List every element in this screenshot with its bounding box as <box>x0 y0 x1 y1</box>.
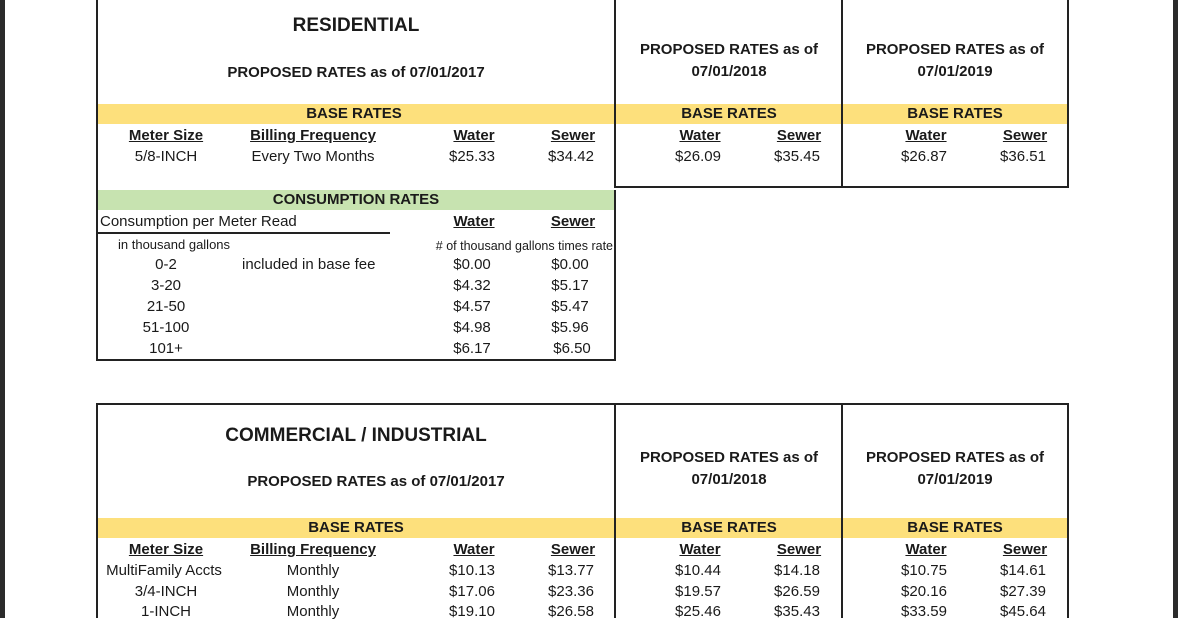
res-water-2019-cell: $26.87 <box>901 148 947 165</box>
com-header-water-2019: Water <box>905 541 947 558</box>
res-water-2017-cell: $25.33 <box>449 148 495 165</box>
cons-range-cell: 101+ <box>149 340 183 357</box>
consumption-note: # of thousand gallons times rate <box>435 239 613 253</box>
res-proposed-2019-label: PROPOSED RATES as of <box>865 41 1045 58</box>
res-header-billing-frequency: Billing Frequency <box>250 127 376 144</box>
res-header-sewer-2019: Sewer <box>1002 127 1048 144</box>
res-base-rates-2019: BASE RATES <box>907 105 1003 122</box>
com-border-mid2 <box>841 403 843 618</box>
cons-water-cell: $4.98 <box>453 319 491 336</box>
com-proposed-2018-date: 07/01/2018 <box>691 471 767 488</box>
res-proposed-2018-date: 07/01/2018 <box>691 63 767 80</box>
com-header-meter-size: Meter Size <box>128 541 204 558</box>
res-proposed-2019-date: 07/01/2019 <box>917 63 993 80</box>
res-header-sewer-2018: Sewer <box>776 127 822 144</box>
res-water-2018-cell: $26.09 <box>675 148 721 165</box>
com-border-left <box>96 403 98 618</box>
cons-border-left <box>96 190 98 361</box>
com-proposed-2019-date: 07/01/2019 <box>917 471 993 488</box>
com-meter-cell: MultiFamily Accts <box>106 562 222 579</box>
com-sewer-2019-cell: $27.39 <box>1000 583 1046 600</box>
res-border-left <box>96 0 98 190</box>
cons-header-sewer: Sewer <box>550 213 596 230</box>
com-meter-cell: 3/4-INCH <box>134 583 198 600</box>
com-proposed-2019-label: PROPOSED RATES as of <box>865 449 1045 466</box>
com-water-2019-cell: $10.75 <box>901 562 947 579</box>
com-border-top <box>96 403 1069 405</box>
cons-range-cell: 3-20 <box>150 277 182 294</box>
com-sewer-2017-cell: $23.36 <box>548 583 594 600</box>
res-sewer-2017-cell: $34.42 <box>548 148 594 165</box>
cons-range-cell: 21-50 <box>146 298 186 315</box>
included-in-base-fee: included in base fee <box>242 256 376 273</box>
com-header-sewer-2019: Sewer <box>1002 541 1048 558</box>
res-border-mid2 <box>841 0 843 188</box>
cons-sewer-cell: $6.50 <box>553 340 591 357</box>
res-border-mid1 <box>614 0 616 188</box>
res-header-sewer-2017: Sewer <box>550 127 596 144</box>
com-header-sewer-2018: Sewer <box>776 541 822 558</box>
com-header-water-2017: Water <box>453 541 495 558</box>
com-border-right <box>1067 403 1069 618</box>
res-header-water-2019: Water <box>905 127 947 144</box>
com-border-mid1 <box>614 403 616 618</box>
com-proposed-2017: PROPOSED RATES as of 07/01/2017 <box>247 473 505 490</box>
residential-title: RESIDENTIAL <box>292 15 420 36</box>
com-freq-cell: Monthly <box>286 583 340 600</box>
com-sewer-2017-cell: $26.58 <box>548 603 594 620</box>
cons-water-cell: $0.00 <box>453 256 491 273</box>
cons-sewer-cell: $5.17 <box>551 277 589 294</box>
res-meter-cell: 5/8-INCH <box>134 148 198 165</box>
page-edge-right <box>1173 0 1178 618</box>
cons-range-cell: 51-100 <box>142 319 190 336</box>
com-header-water-2018: Water <box>679 541 721 558</box>
cons-border-bottom <box>96 359 616 361</box>
com-base-rates-2017: BASE RATES <box>308 519 404 536</box>
res-sewer-2018-cell: $35.45 <box>774 148 820 165</box>
res-border-bottom-right <box>614 186 1069 188</box>
res-header-meter-size: Meter Size <box>128 127 204 144</box>
res-proposed-2018-label: PROPOSED RATES as of <box>639 41 819 58</box>
cons-sewer-cell: $5.96 <box>551 319 589 336</box>
com-sewer-2018-cell: $35.43 <box>774 603 820 620</box>
com-base-rates-2019: BASE RATES <box>907 519 1003 536</box>
com-water-2017-cell: $19.10 <box>449 603 495 620</box>
res-header-water-2017: Water <box>453 127 495 144</box>
com-water-2018-cell: $25.46 <box>675 603 721 620</box>
consumption-per-meter: Consumption per Meter Read <box>100 213 297 230</box>
cons-border-right <box>614 190 616 361</box>
com-meter-cell: 1-INCH <box>140 603 192 620</box>
page-edge-left <box>0 0 5 618</box>
com-freq-cell: Monthly <box>286 603 340 620</box>
cons-water-cell: $4.32 <box>453 277 491 294</box>
consumption-rates-label: CONSUMPTION RATES <box>272 191 440 208</box>
com-sewer-2019-cell: $45.64 <box>1000 603 1046 620</box>
res-freq-cell: Every Two Months <box>251 148 375 165</box>
res-proposed-2017: PROPOSED RATES as of 07/01/2017 <box>227 64 485 81</box>
cons-water-cell: $4.57 <box>453 298 491 315</box>
com-freq-cell: Monthly <box>286 562 340 579</box>
com-water-2019-cell: $33.59 <box>901 603 947 620</box>
com-header-billing-frequency: Billing Frequency <box>250 541 376 558</box>
cons-range-cell: 0-2 <box>155 256 177 273</box>
res-border-right <box>1067 0 1069 188</box>
cons-water-cell: $6.17 <box>453 340 491 357</box>
commercial-title: COMMERCIAL / INDUSTRIAL <box>225 425 487 446</box>
com-water-2017-cell: $10.13 <box>449 562 495 579</box>
res-base-rates-2018: BASE RATES <box>681 105 777 122</box>
com-base-rates-2018: BASE RATES <box>681 519 777 536</box>
com-proposed-2018-label: PROPOSED RATES as of <box>639 449 819 466</box>
com-sewer-2018-cell: $26.59 <box>774 583 820 600</box>
consumption-unit: in thousand gallons <box>118 237 231 252</box>
com-sewer-2017-cell: $13.77 <box>548 562 594 579</box>
com-header-sewer-2017: Sewer <box>550 541 596 558</box>
cons-sewer-cell: $5.47 <box>551 298 589 315</box>
com-water-2019-cell: $20.16 <box>901 583 947 600</box>
res-header-water-2018: Water <box>679 127 721 144</box>
cons-header-water: Water <box>453 213 495 230</box>
res-sewer-2019-cell: $36.51 <box>1000 148 1046 165</box>
com-sewer-2019-cell: $14.61 <box>1000 562 1046 579</box>
consumption-underline <box>98 232 390 234</box>
cons-sewer-cell: $0.00 <box>551 256 589 273</box>
com-water-2018-cell: $10.44 <box>675 562 721 579</box>
com-sewer-2018-cell: $14.18 <box>774 562 820 579</box>
res-base-rates-2017: BASE RATES <box>306 105 402 122</box>
com-water-2018-cell: $19.57 <box>675 583 721 600</box>
com-water-2017-cell: $17.06 <box>449 583 495 600</box>
